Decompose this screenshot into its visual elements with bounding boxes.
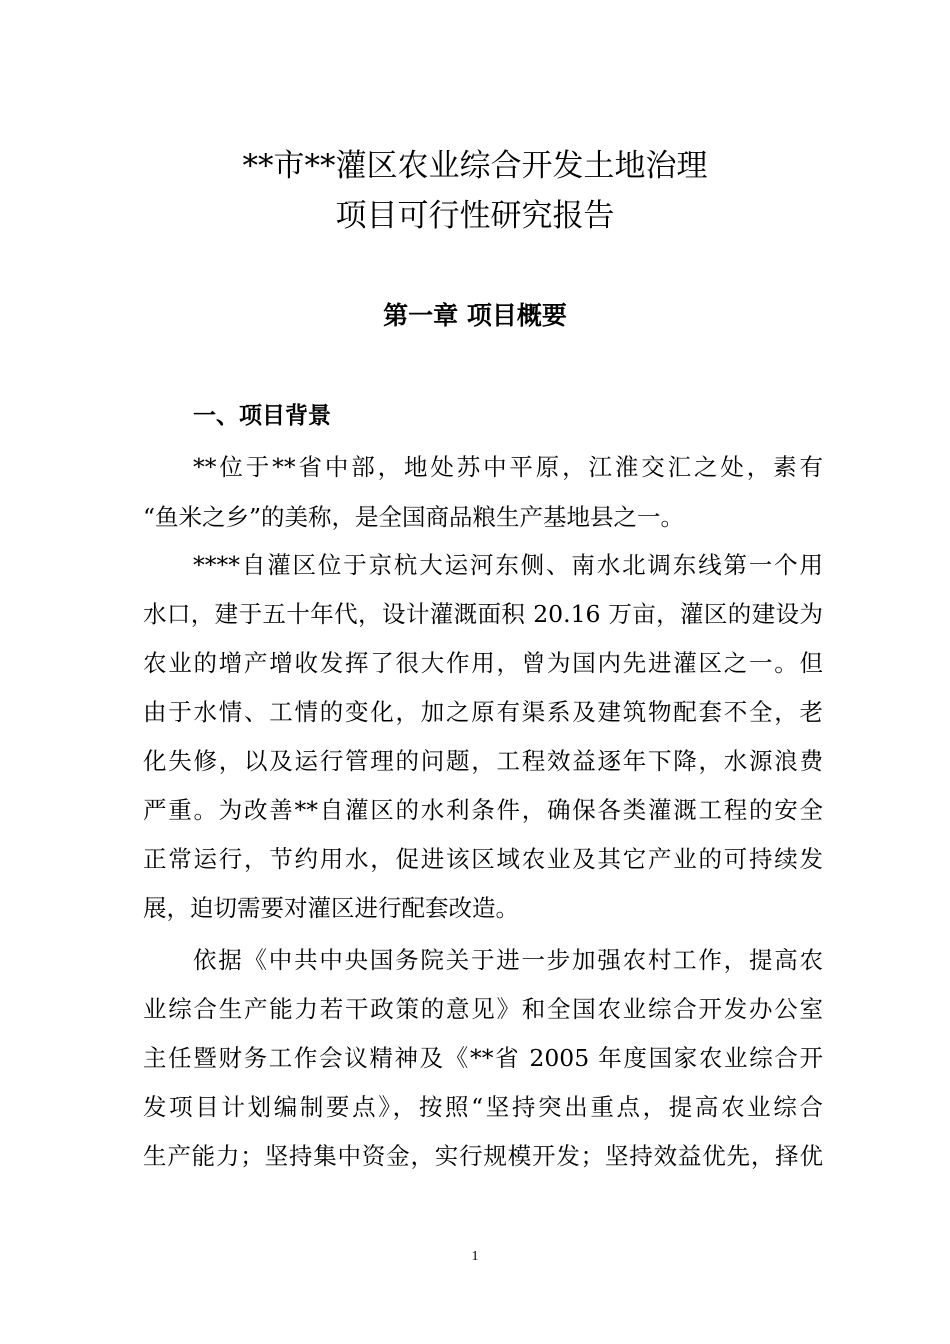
text-line: ****自灌区位于京杭大运河东侧、南水北调东线第一个用 xyxy=(193,551,823,579)
text-line: 依据《中共中央国务院关于进一步加强农村工作，提高农 xyxy=(193,946,823,974)
text-line: **位于**省中部，地处苏中平原，江淮交汇之处，素有 xyxy=(193,453,823,481)
text-line: 水口，建于五十年代，设计灌溉面积 20.16 万亩，灌区的建设为 xyxy=(143,600,823,628)
text-line: 生产能力；坚持集中资金，实行规模开发；坚持效益优先，择优 xyxy=(143,1142,823,1170)
text-line: 正常运行，节约用水，促进该区域农业及其它产业的可持续发 xyxy=(143,845,823,873)
document-title-line-1: **市**灌区农业综合开发土地治理 xyxy=(242,148,708,184)
text-line: 发项目计划编制要点》，按照“坚持突出重点，提高农业综合 xyxy=(143,1093,823,1121)
text-line: 农业的增产增收发挥了很大作用，曾为国内先进灌区之一。但 xyxy=(143,649,823,677)
text-line: 化失修，以及运行管理的问题，工程效益逐年下降，水源浪费 xyxy=(143,747,823,775)
chapter-heading: 第一章 项目概要 xyxy=(383,301,567,330)
text-line: 展，迫切需要对灌区进行配套改造。 xyxy=(143,894,519,922)
text-line: “鱼米之乡”的美称，是全国商品粮生产基地县之一。 xyxy=(143,503,685,531)
page-number: 1 xyxy=(471,1249,479,1264)
text-line: 严重。为改善**自灌区的水利条件，确保各类灌溉工程的安全 xyxy=(143,796,823,824)
text-line: 业综合生产能力若干政策的意见》和全国农业综合开发办公室 xyxy=(143,995,823,1023)
text-line: 由于水情、工情的变化，加之原有渠系及建筑物配套不全，老 xyxy=(143,698,823,726)
text-line: 主任暨财务工作会议精神及《**省 2005 年度国家农业综合开 xyxy=(143,1044,823,1072)
document-title-line-2: 项目可行性研究报告 xyxy=(335,198,615,234)
section-heading: 一、项目背景 xyxy=(193,403,331,429)
